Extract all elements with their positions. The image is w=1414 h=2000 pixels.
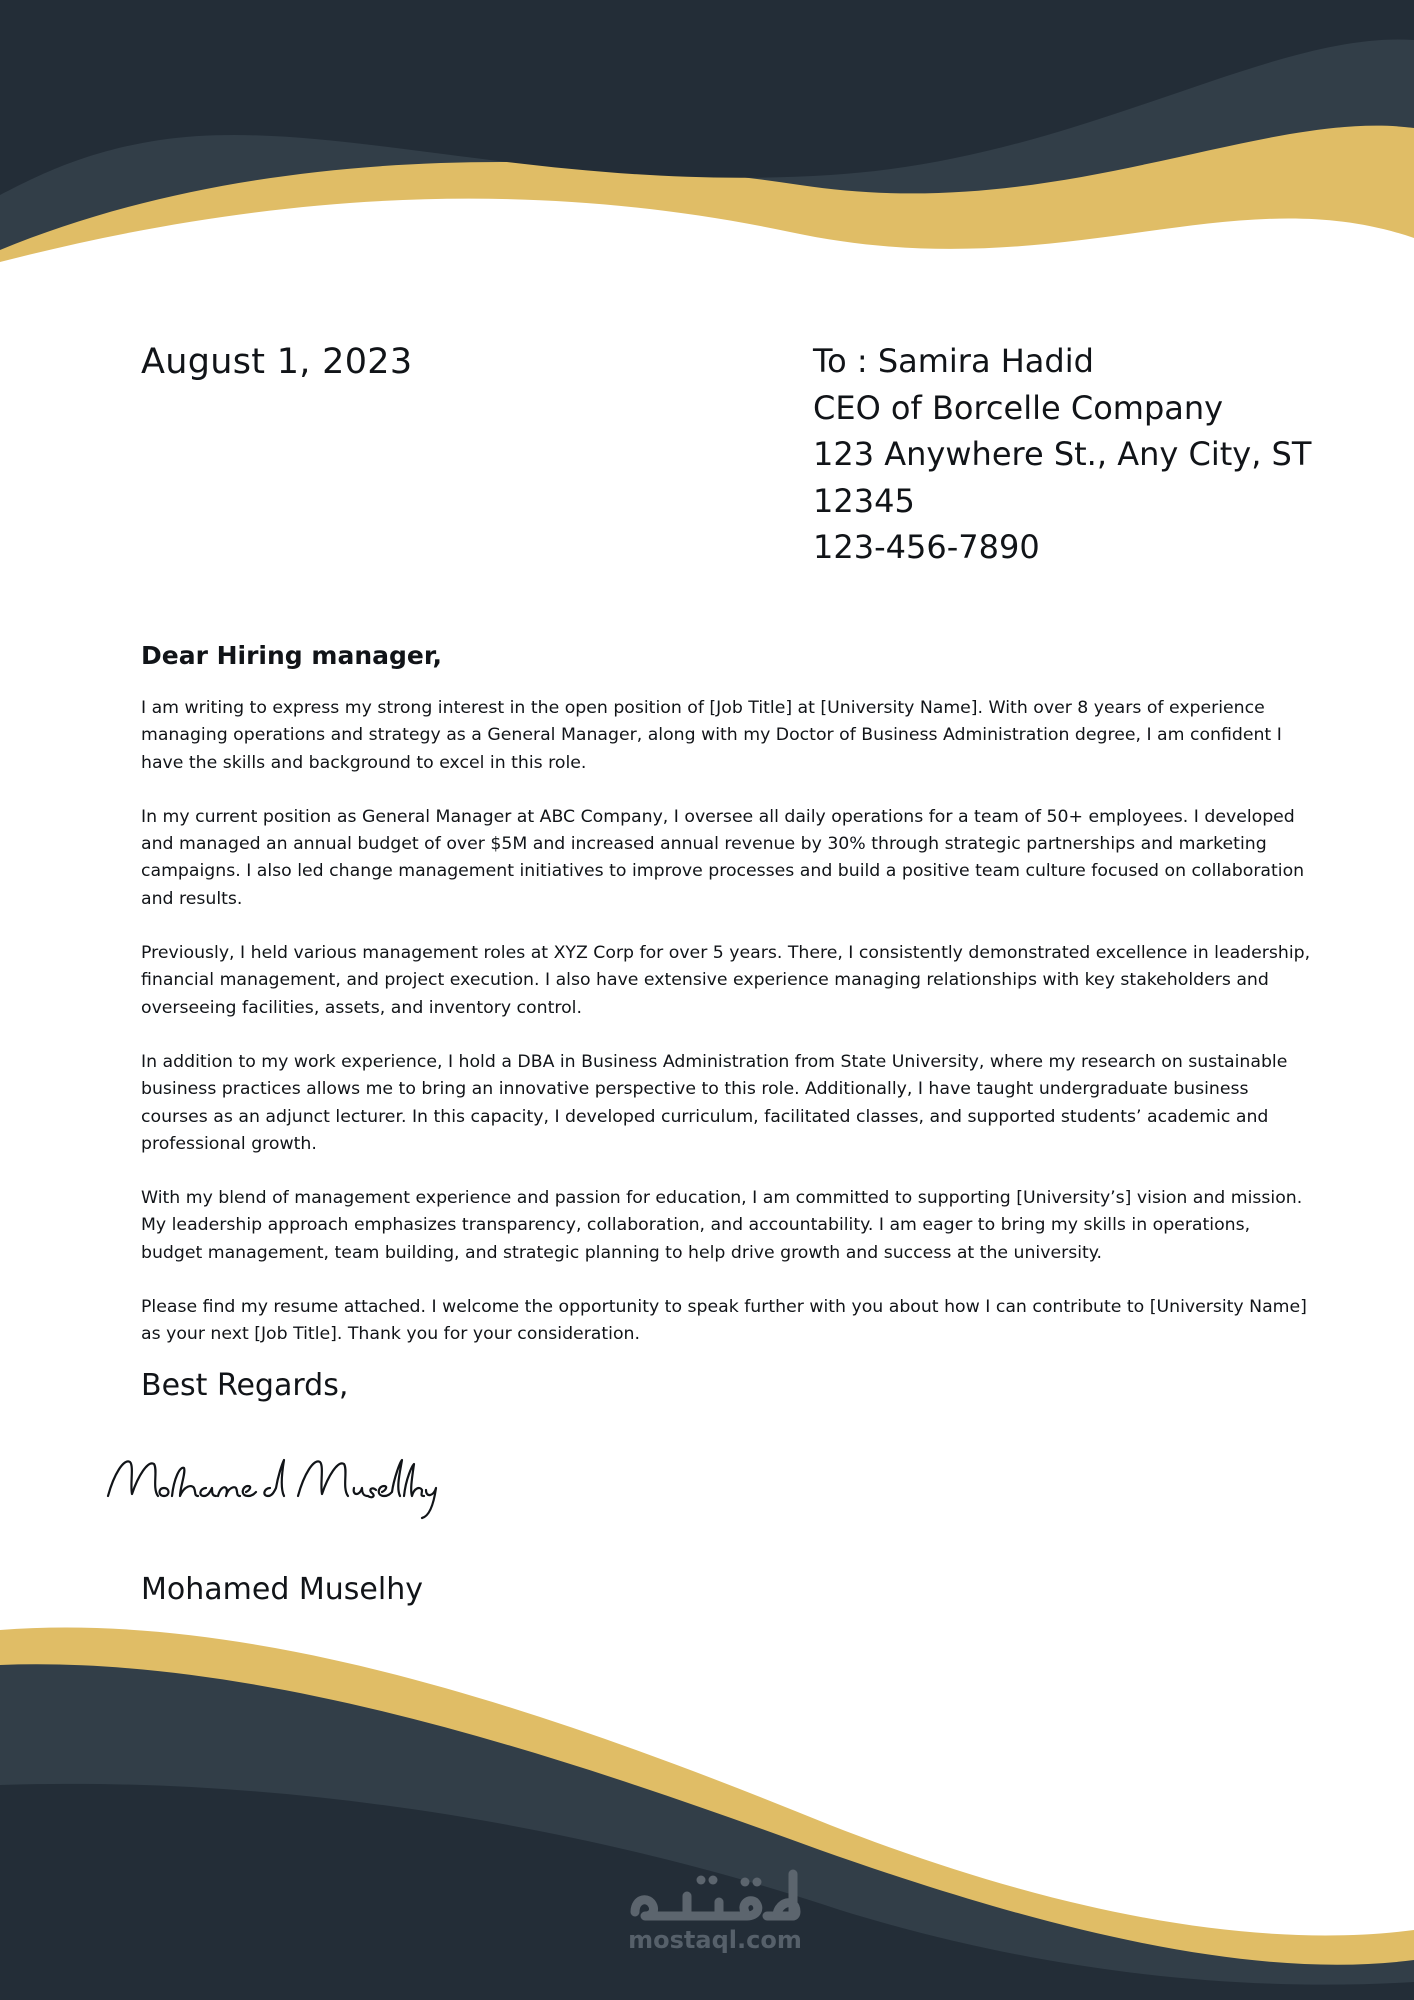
letter-paragraph: With my blend of management experience and passion for education, I am committed to supporting [University’s] vision and mission. My leadership approach emphasizes transparency, collaboration, and accountability. I am eager to bring my skills in operations, budget management, team building, and strategic planning to help drive growth and success at the university. [141,1188,1303,1263]
recipient-title: CEO of Borcelle Company [813,388,1224,427]
recipient-name: To : Samira Hadid [813,342,1094,380]
mostaql-logo-icon [627,1868,803,1926]
watermark-domain: mostaql.com [628,1926,802,1954]
mostaql-watermark [600,1868,830,1954]
handwritten-signature [100,1444,440,1528]
letter-paragraph: Please find my resume attached. I welcome the opportunity to speak further with you about how I can contribute to [University Name] as your next [Job Title]. Thank you for your consideration. [141,1297,1307,1345]
letter-paragraph: I am writing to express my strong interest in the open position of [Job Title] at [University Name]. With over 8 years of experience managing operations and strategy as a General Manager, along with my Doctor of Business Administration degree, I am confident I have the skills and background to excel in this role. [141,698,1282,773]
signer-name: Mohamed Muselhy [141,1572,423,1607]
letter-paragraph: Previously, I held various management roles at XYZ Corp for over 5 years. There, I consistently demonstrated excellence in leadership, financial management, and project execution. I also have extensive experience managing relationships with key stakeholders and overseeing facilities, assets, and inventory control. [141,943,1311,1018]
letter-paragraph: In my current position as General Manager at ABC Company, I oversee all daily operations for a team of 50+ employees. I developed and managed an annual budget of over $5M and increased annual revenue by 30% through strategic partnerships and marketing campaigns. I also led change management initiatives to improve processes and build a positive team culture focused on collaboration and results. [141,806,1305,909]
letter-paragraph: In addition to my work experience, I hold a DBA in Business Administration from State University, where my research on sustainable business practices allows me to bring an innovative perspective to this role. Additionally, I have taught undergraduate business courses as an adjunct lecturer. In this capacity, I developed curriculum, facilitated classes, and supported students’ academic and professional growth. [141,1051,1288,1154]
letter-date: August 1, 2023 [141,342,413,382]
recipient-zip: 12345 [813,481,915,520]
letter-body [141,636,1311,1376]
top-wave-decoration [0,0,1414,300]
recipient-address-block [813,338,1333,571]
recipient-phone: 123-456-7890 [813,528,1040,566]
letter-closing: Best Regards, [141,1368,349,1403]
recipient-street: 123 Anywhere St., Any City, ST [813,435,1312,473]
letter-greeting: Dear Hiring manager, [141,641,442,670]
